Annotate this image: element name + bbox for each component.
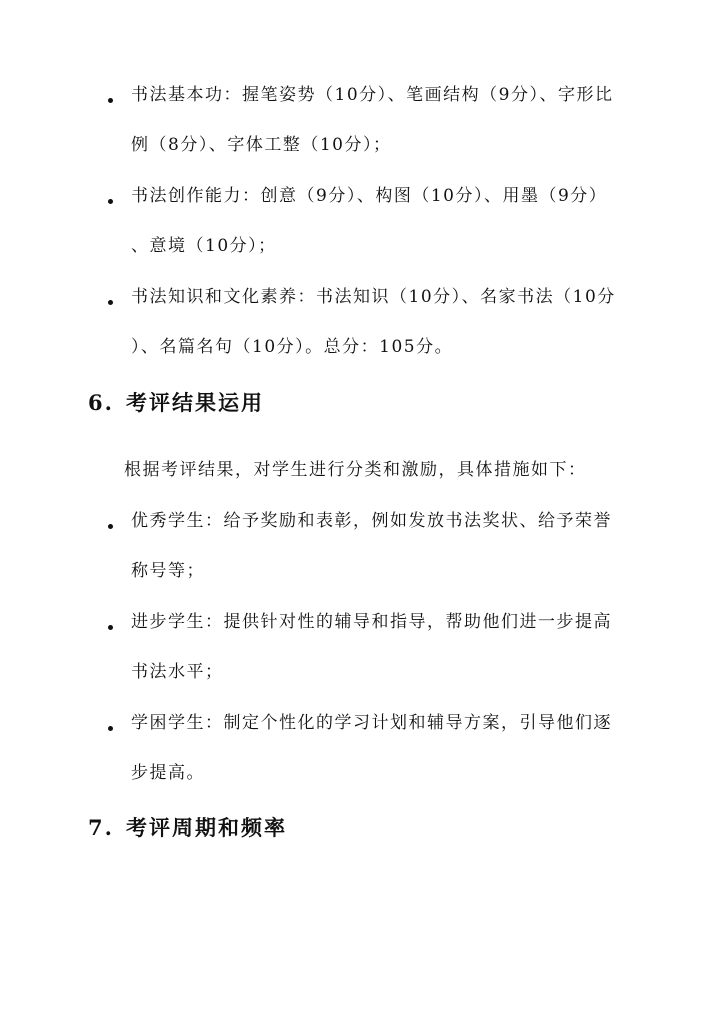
bullet-icon [108,199,113,204]
bullet-icon [108,726,113,731]
list-item-line: 书法知识和文化素养：书法知识（10分）、名家书法（10分 [131,287,616,307]
list-item-line: 、意境（10分）； [131,236,277,256]
list-item-text [131,70,631,170]
bullet-icon [108,524,113,529]
list-item-line: 书法创作能力：创意（9分）、构图（10分）、用墨（9分） [131,186,608,206]
list-item-text [131,272,631,372]
section-title: 考评周期和频率 [126,815,287,840]
list-item-line: 进步学生：提供针对性的辅导和指导，帮助他们进一步提高 [131,612,612,632]
list-item-line: 称号等； [131,561,205,581]
section-heading [88,812,287,842]
list-item-text [131,496,631,596]
list-item-line: 优秀学生：给予奖励和表彰，例如发放书法奖状、给予荣誉 [131,511,612,531]
bullet-icon [108,300,113,305]
section-heading [88,387,264,417]
list-item-text [131,597,631,697]
list-item-line: 例（8分）、字体工整（10分）； [131,135,392,155]
section-intro: 根据考评结果，对学生进行分类和激励，具体措施如下： [124,460,587,480]
bullet-icon [108,98,113,103]
list-item-line: ）、名篇名句（10分）。总分：105分。 [131,337,454,357]
list-item-line: 学困学生：制定个性化的学习计划和辅导方案，引导他们逐 [131,713,612,733]
section-number: 7. [88,815,114,840]
section-number: 6. [88,390,114,415]
bullet-icon [108,625,113,630]
section-title: 考评结果运用 [126,390,264,415]
list-item-line: 步提高。 [131,763,205,783]
list-item-line: 书法水平； [131,662,224,682]
list-item-text [131,698,631,798]
list-item-line: 书法基本功：握笔姿势（10分）、笔画结构（9分）、字形比 [131,85,614,105]
list-item-text [131,171,631,271]
